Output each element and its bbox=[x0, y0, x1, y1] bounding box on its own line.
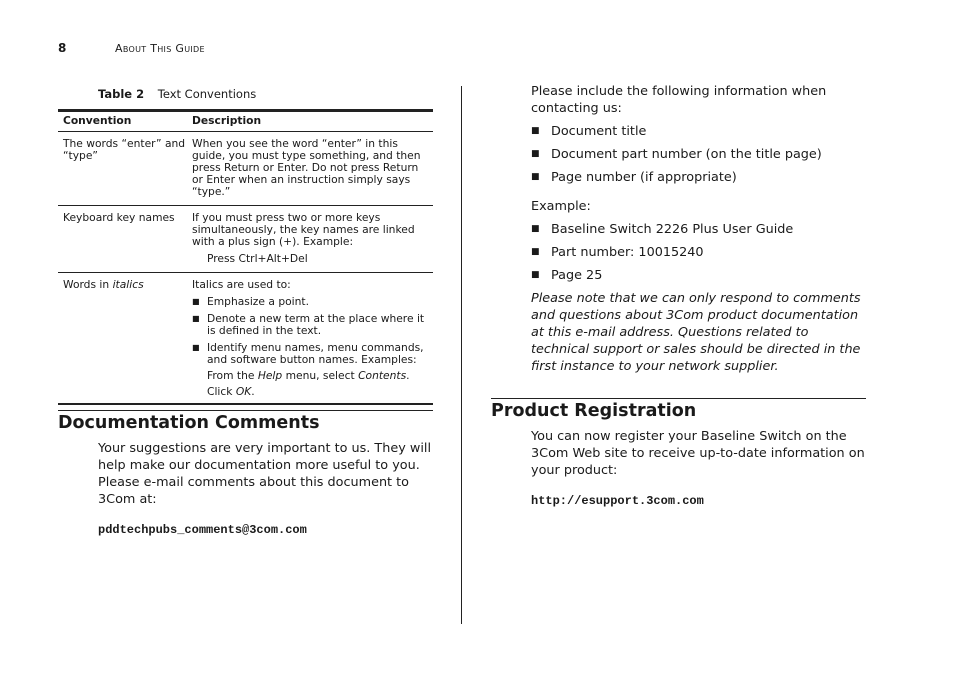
bullet-icon: ■ bbox=[531, 224, 540, 234]
example-list bbox=[531, 221, 861, 284]
row-convention bbox=[58, 279, 192, 398]
list-item bbox=[531, 123, 861, 140]
example-text: menu, select bbox=[282, 369, 359, 382]
bullet-icon: ■ bbox=[192, 314, 200, 323]
section-heading: Product Registration bbox=[491, 401, 697, 421]
email-address: pddtechpubs_comments@3com.com bbox=[98, 523, 307, 537]
row-description: If you must press two or more keys simultaneously, the key names are linked with a plus sign (+). Example: bbox=[192, 211, 415, 248]
header-convention: Convention bbox=[63, 114, 132, 127]
table-row bbox=[58, 206, 433, 273]
list-item bbox=[531, 169, 861, 186]
table-caption-label: Table 2 bbox=[98, 87, 145, 101]
page-number: 8 bbox=[58, 41, 67, 55]
header-description: Description bbox=[192, 114, 262, 127]
example-text: From the bbox=[207, 369, 258, 382]
example-text: . bbox=[406, 369, 410, 382]
list-item-text: Part number: 10015240 bbox=[551, 245, 704, 260]
bullet-icon: ■ bbox=[531, 126, 540, 136]
list-item bbox=[192, 313, 427, 337]
list-item-text: Denote a new term at the place where it is defined in the text. bbox=[207, 312, 425, 337]
bullet-icon: ■ bbox=[531, 247, 540, 257]
list-item bbox=[531, 221, 861, 238]
registration-url[interactable]: http://esupport.3com.com bbox=[531, 494, 704, 508]
row-description: Italics are used to: bbox=[192, 278, 291, 291]
list-item-text: Page number (if appropriate) bbox=[551, 170, 737, 185]
section-heading: Documentation Comments bbox=[58, 413, 320, 433]
bullet-icon: ■ bbox=[531, 172, 540, 182]
example-line bbox=[192, 386, 427, 398]
registration-body: You can now register your Baseline Switch on the 3Com Web site to receive up-to-date information on your product: bbox=[531, 429, 865, 478]
list-item bbox=[192, 342, 427, 366]
bullet-icon: ■ bbox=[531, 270, 540, 280]
running-head bbox=[115, 42, 205, 55]
row-convention: Keyboard key names bbox=[63, 211, 175, 224]
row-description: When you see the word “enter” in this guide, you must type something, and then press Return or Enter. Do not press Return or Enter when an instruction simply says “type.” bbox=[192, 137, 421, 198]
doc-comments-body: Your suggestions are very important to us. They will help make our documentation more useful to you. Please e-mail comments about this document to 3Com at: bbox=[98, 441, 431, 507]
row-description-cell bbox=[192, 212, 433, 265]
contact-info-list bbox=[531, 123, 861, 186]
support-note: Please note that we can only respond to comments and questions about 3Com product documentation at this e-mail address. Questions related to technical support or sales should be directed in the first instance to your network supplier. bbox=[531, 291, 861, 374]
table-header-row bbox=[58, 112, 433, 132]
example-italic: Contents bbox=[358, 369, 407, 382]
table-caption bbox=[98, 87, 256, 101]
conventions-table bbox=[58, 109, 433, 405]
list-item-text: Document part number (on the title page) bbox=[551, 147, 822, 162]
list-item bbox=[531, 244, 861, 261]
example-text: . bbox=[251, 385, 255, 398]
convention-prefix: Words in bbox=[63, 278, 113, 291]
table-row bbox=[58, 132, 433, 206]
row-convention: The words “enter” and “type” bbox=[63, 137, 186, 162]
example-label: Example: bbox=[531, 199, 591, 214]
list-item-text: Identify menu names, menu commands, and software button names. Examples: bbox=[207, 341, 424, 366]
column-divider bbox=[461, 86, 462, 624]
list-item-text: Page 25 bbox=[551, 268, 603, 283]
table-row bbox=[58, 273, 433, 403]
convention-italic: italics bbox=[112, 278, 144, 291]
section-rule bbox=[491, 398, 866, 399]
example-italic: Help bbox=[257, 369, 283, 382]
bullet-icon: ■ bbox=[531, 149, 540, 159]
list-item-text: Document title bbox=[551, 124, 647, 139]
list-item-text: Baseline Switch 2226 Plus User Guide bbox=[551, 222, 794, 237]
example-line bbox=[192, 370, 427, 382]
list-item-text: Emphasize a point. bbox=[207, 295, 309, 308]
running-head-text: About This Guide bbox=[115, 42, 205, 55]
section-rule bbox=[58, 410, 433, 411]
list-item bbox=[531, 146, 861, 163]
table-bottom-rule bbox=[58, 403, 433, 405]
table-caption-title: Text Conventions bbox=[157, 87, 257, 101]
list-item bbox=[531, 267, 861, 284]
list-item bbox=[192, 296, 427, 308]
row-description-cell bbox=[192, 279, 433, 398]
example-italic: OK bbox=[235, 385, 252, 398]
example-text: Click bbox=[207, 385, 236, 398]
bullet-icon: ■ bbox=[192, 343, 200, 352]
bullet-icon: ■ bbox=[192, 297, 200, 306]
contact-intro: Please include the following information when contacting us: bbox=[531, 84, 827, 116]
row-example: Press Ctrl+Alt+Del bbox=[207, 252, 308, 265]
